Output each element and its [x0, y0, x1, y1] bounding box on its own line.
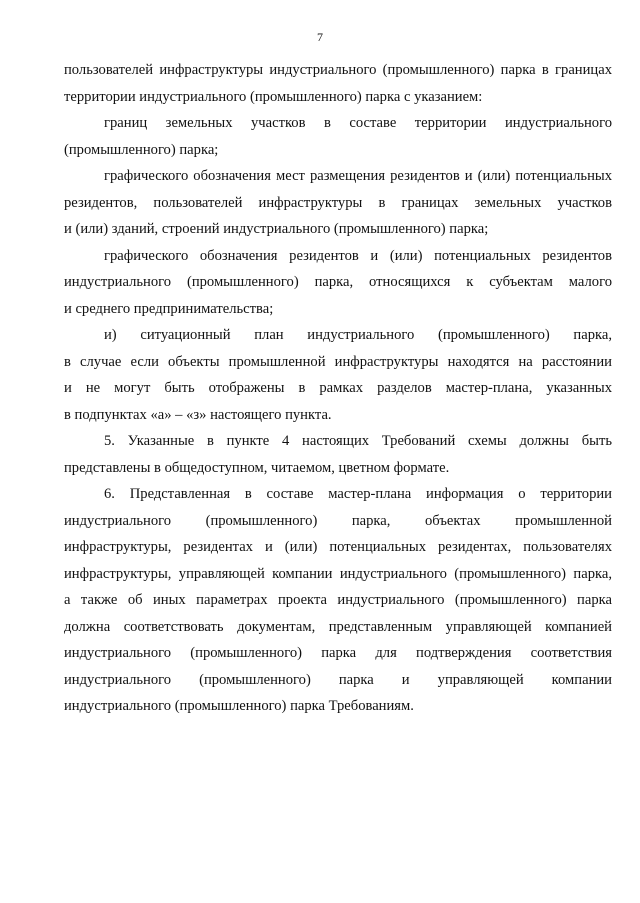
text-line: в подпунктах «а» – «з» настоящего пункта. [64, 406, 332, 423]
text-line: инфраструктуры, управляющей компании индустриального (промышленного) парка, [64, 565, 612, 582]
text-line: должна соответствовать документам, представленным управляющей компанией [64, 618, 612, 635]
text-line: (промышленного) парка; [64, 141, 219, 158]
page-number: 7 [317, 30, 323, 44]
text-line: представлены в общедоступном, читаемом, цветном формате. [64, 459, 450, 476]
text-line: графического обозначения мест размещения резидентов и (или) потенциальных [104, 168, 612, 184]
text-line: индустриального (промышленного) парка Требованиям. [64, 698, 414, 714]
text-line: резидентов, пользователей инфраструктуры в границах земельных участков [64, 194, 612, 211]
text-line: индустриального (промышленного) парка, объектах промышленной [64, 512, 612, 529]
text-line: индустриального (промышленного) парка, относящихся к субъектам малого [64, 274, 612, 290]
text-line: и среднего предпринимательства; [64, 300, 274, 317]
text-line: 6. Представленная в составе мастер-плана информация о территории [104, 486, 612, 502]
text-line: в случае если объекты промышленной инфраструктуры находятся на расстоянии [64, 353, 612, 370]
text-line: и) ситуационный план индустриального (промышленного) парка, [104, 327, 612, 343]
document-body [64, 57, 612, 720]
text-line: индустриального (промышленного) парка для подтверждения соответствия [64, 645, 612, 661]
text-line: 5. Указанные в пункте 4 настоящих Требований схемы должны быть [104, 433, 612, 449]
text-line: пользователей инфраструктуры индустриального (промышленного) парка в границах [64, 62, 612, 78]
text-line: и не могут быть отображены в рамках разделов мастер-плана, указанных [64, 380, 612, 396]
text-line: территории индустриального (промышленного) парка с указанием: [64, 88, 483, 105]
text-line: границ земельных участков в составе территории индустриального [104, 115, 612, 131]
text-line: графического обозначения резидентов и (или) потенциальных резидентов [104, 247, 612, 264]
text-line: и (или) зданий, строений индустриального (промышленного) парка; [64, 221, 489, 237]
text-line: инфраструктуры, резидентах и (или) потенциальных резидентах, пользователях [64, 539, 612, 555]
text-line: а также об иных параметрах проекта индустриального (промышленного) парка [64, 592, 612, 608]
text-line: индустриального (промышленного) парка и управляющей компании [64, 671, 612, 688]
